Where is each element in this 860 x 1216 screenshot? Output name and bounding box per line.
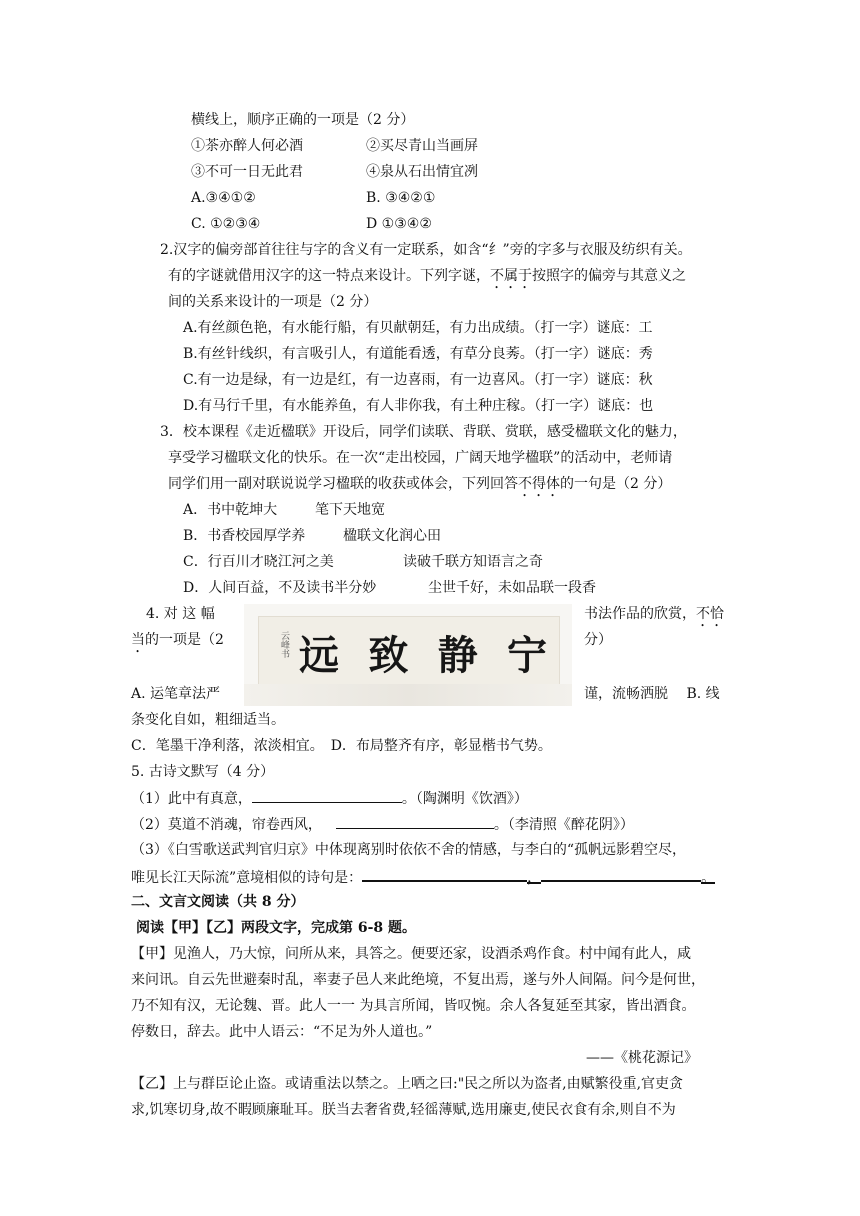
passage-jia-line: 【甲】见渔人，乃大惊，问所从来，具答之。便要还家，设酒杀鸡作食。村中闻有此人，咸 — [131, 946, 691, 962]
q2-option-b: B.有丝针线织，有言吸引人，有道能看透，有草分良莠。（打一字）谜底：秀 — [183, 346, 653, 362]
calligraphy-char: 远 — [299, 631, 341, 679]
q3-option-c: C．行百川才晓江河之美 — [183, 554, 334, 570]
q5-title: 5. 古诗文默写（4 分） — [131, 764, 275, 780]
q3-option-d-right: 尘世千好，未如品联一段香 — [428, 580, 596, 596]
answer-blank[interactable] — [541, 866, 701, 882]
q1-item: ③不可一日无此君 — [191, 164, 303, 180]
calligraphy-signature: 云峰书 — [279, 631, 289, 658]
q4-option-b: 条变化自如，粗细适当。 — [131, 712, 285, 728]
q1-item: ①茶亦醉人何必酒 — [191, 138, 303, 154]
q1-item: ④泉从石出情宜冽 — [366, 164, 478, 180]
answer-blank[interactable] — [252, 788, 402, 803]
q2-option-c: C.有一边是绿，有一边是红，有一边喜雨，有一边喜风。（打一字）谜底：秋 — [183, 372, 653, 388]
passage-jia-line: 来问讯。自云先世避秦时乱，率妻子邑人来此绝境，不复出焉，遂与外人间隔。问今是何世， — [131, 972, 705, 988]
answer-blank[interactable] — [336, 814, 494, 829]
q3-option-b: B．书香校园厚学养 — [183, 528, 306, 544]
emphasis-text: 当 — [131, 632, 145, 648]
q3-stem: 享受学习楹联文化的快乐。在一次“走出校园，广阔天地学楹联”的活动中，老师请 — [168, 450, 673, 466]
q1-option-d: D ①③④② — [366, 216, 432, 232]
calligraphy-scroll — [258, 616, 560, 686]
calligraphy-char: 静 — [437, 631, 480, 679]
answer-blank[interactable] — [362, 866, 527, 882]
emphasis-text: 不恰 — [696, 606, 724, 622]
q3-option-c-right: 读破千联方知语言之奇 — [403, 554, 543, 570]
q1-option-b: B. ③④②① — [366, 190, 436, 206]
q2-stem: 2.汉字的偏旁部首往往与字的含义有一定联系，如含“纟”旁的字多与衣服及纺织有关。 — [160, 242, 692, 258]
calligraphy-characters — [299, 627, 549, 677]
q3-option-a-right: 笔下天地宽 — [315, 502, 385, 518]
q4-stem: 分） — [584, 632, 612, 648]
calligraphy-image — [244, 604, 572, 706]
q3-option-d: D．人间百益，不及读书半分妙 — [183, 580, 377, 596]
section-title: 二、文言文阅读（共 8 分） — [131, 894, 305, 910]
q4-stem: 书法作品的欣赏，不恰 — [584, 606, 724, 622]
image-faded-edge — [244, 684, 572, 706]
q3-option-a: A．书中乾坤大 — [183, 502, 278, 518]
q1-item: ②买尽青山当画屏 — [366, 138, 478, 154]
q3-stem: 同学们用一副对联说说学习楹联的收获或体会，下列回答不得体的一句是（2 分） — [168, 476, 672, 492]
passage-yi-line: 求,饥寒切身,故不暇顾廉耻耳。朕当去奢省费,轻徭薄赋,选用廉吏,使民衣食有余,则自不为 — [131, 1102, 676, 1118]
emphasis-text: 不属于 — [490, 268, 532, 284]
emphasis-text: 不得体 — [518, 476, 560, 492]
q2-stem: 有的字谜就借用汉字的这一特点来设计。下列字谜，不属于按照字的偏旁与其意义之 — [168, 268, 686, 284]
q5-item-1: （1）此中有真意， 。（陶渊明《饮酒》） — [131, 788, 528, 809]
q4-option-a: A. 运笔章法严 — [131, 686, 221, 702]
q4-option-cd: C．笔墨干净利落，浓淡相宜。 D．布局整齐有序，彰显楷书气势。 — [131, 738, 552, 754]
calligraphy-char: 致 — [368, 631, 411, 679]
passage-source: ——《桃花源记》 — [586, 1050, 698, 1066]
calligraphy-char: 宁 — [506, 631, 549, 679]
q4-option-a-tail: 谨，流畅洒脱 B. 线 — [584, 686, 720, 702]
q2-option-d: D.有马行千里，有水能养鱼，有人非你我，有土种庄稼。（打一字）谜底：也 — [183, 398, 654, 414]
q3-stem: 3．校本课程《走近楹联》开设后，同学们读联、背联、赏联，感受楹联文化的魅力， — [160, 424, 687, 440]
q4-stem: 4. 对 这 幅 — [146, 606, 215, 622]
q2-stem: 间的关系来设计的一项是（2 分） — [168, 294, 378, 310]
q1-stem-tail: 横线上，顺序正确的一项是（2 分） — [191, 112, 415, 128]
q5-item-3: 唯见长江天际流”意境相似的诗句是： ， 。 — [131, 866, 715, 888]
passage-jia-line: 停数日，辞去。此中人语云：“不足为外人道也。” — [131, 1024, 433, 1040]
reading-instruction: 阅读【甲】【乙】两段文字，完成第 6-8 题。 — [136, 920, 417, 936]
passage-jia-line: 乃不知有汉，无论魏、晋。此人一一 为具言所闻，皆叹惋。余人各复延至其家，皆出酒食。 — [131, 998, 696, 1014]
q5-item-3: （3）《白雪歌送武判官归京》中体现离别时依依不舍的情感，与李白的“孤帆远影碧空尽， — [131, 842, 687, 858]
passage-yi-line: 【乙】上与群臣论止盗。或请重法以禁之。上哂之曰:"民之所以为盗者,由赋繁役重,官吏贪 — [131, 1076, 684, 1092]
q4-stem: 当的一项是（2 — [131, 632, 224, 648]
q5-item-2: （2）莫道不消魂，帘卷西风， 。（李清照《醉花阴》） — [131, 814, 634, 835]
answer-blank-end: 。 — [701, 870, 716, 886]
answer-blank-comma: ， — [527, 870, 542, 886]
q1-option-a: A.③④①② — [191, 190, 256, 206]
q3-option-b-right: 楹联文化润心田 — [343, 528, 441, 544]
q1-option-c: C. ①②③④ — [191, 216, 261, 232]
q2-option-a: A.有丝颜色艳，有水能行船，有贝献朝廷，有力出成绩。（打一字）谜底：工 — [183, 320, 653, 336]
